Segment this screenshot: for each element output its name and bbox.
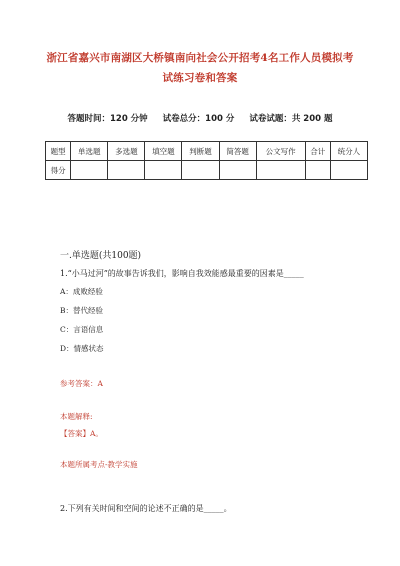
question-1-answer: 参考答案：A bbox=[60, 379, 103, 388]
score-cell bbox=[330, 161, 367, 180]
header-cell: 判断题 bbox=[182, 142, 219, 161]
score-cell bbox=[256, 161, 305, 180]
score-table-header-row bbox=[46, 142, 368, 161]
header-cell: 填空题 bbox=[145, 142, 182, 161]
exam-total-score: 试卷总分：100 分 bbox=[162, 114, 235, 124]
score-table bbox=[45, 141, 368, 180]
score-table-score-row bbox=[46, 161, 368, 180]
document-title bbox=[40, 48, 360, 88]
header-cell: 题型 bbox=[46, 142, 71, 161]
score-cell bbox=[305, 161, 330, 180]
score-row-label: 得分 bbox=[46, 161, 71, 180]
question-1-option-c: C：言语信息 bbox=[60, 325, 104, 334]
score-cell bbox=[145, 161, 182, 180]
question-1-explain-label: 本题解释: bbox=[60, 412, 93, 421]
score-cell bbox=[71, 161, 108, 180]
question-1-stem: 1.“小马过河”的故事告诉我们，影响自我效能感最重要的因素是_____ bbox=[60, 269, 304, 278]
question-1-option-b: B：替代经验 bbox=[60, 306, 104, 315]
score-cell bbox=[108, 161, 145, 180]
question-2-stem: 2.下列有关时间和空间的论述不正确的是_____。 bbox=[60, 504, 232, 513]
section-heading: 一.单选题(共100题) bbox=[60, 251, 142, 261]
question-1-knowledge-point: 本题所属考点-教学实施 bbox=[60, 460, 138, 469]
exam-info bbox=[0, 112, 400, 124]
score-cell bbox=[182, 161, 219, 180]
question-1-option-d: D：情感状态 bbox=[60, 344, 104, 353]
title-line-2: 试练习卷和答案 bbox=[162, 72, 238, 84]
question-1-explain-answer: 【答案】A。 bbox=[60, 429, 103, 438]
header-cell: 公文写作 bbox=[256, 142, 305, 161]
question-1-option-a: A：成败经验 bbox=[60, 287, 103, 296]
header-cell: 单选题 bbox=[71, 142, 108, 161]
title-line-1: 浙江省嘉兴市南湖区大桥镇南向社会公开招考4名工作人员模拟考 bbox=[46, 52, 354, 64]
header-cell: 简答题 bbox=[219, 142, 256, 161]
header-cell: 统分人 bbox=[330, 142, 367, 161]
header-cell: 合计 bbox=[305, 142, 330, 161]
exam-question-count: 试卷试题：共 200 题 bbox=[249, 114, 333, 124]
exam-time: 答题时间：120 分钟 bbox=[67, 114, 148, 124]
score-cell bbox=[219, 161, 256, 180]
header-cell: 多选题 bbox=[108, 142, 145, 161]
